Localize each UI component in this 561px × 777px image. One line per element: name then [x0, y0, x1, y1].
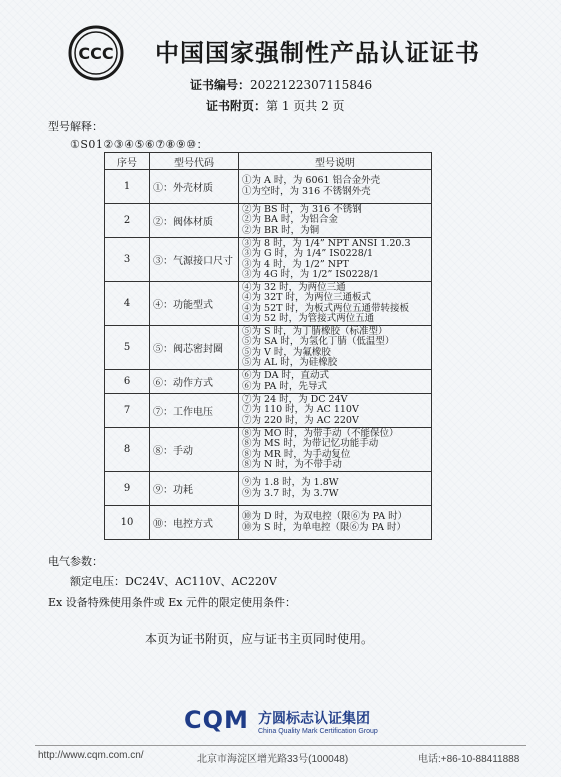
- row-number: 7: [105, 394, 150, 428]
- model-description-cell: [239, 472, 432, 506]
- rated-voltage: 额定电压：DC24V、AC110V、AC220V: [70, 575, 277, 588]
- row-number: 2: [105, 204, 150, 238]
- model-code-cell: ⑦：工作电压: [150, 394, 239, 428]
- row-number: 1: [105, 170, 150, 204]
- description-line: ④为 52 时，为管接式两位五通: [242, 313, 375, 324]
- row-number: 10: [105, 506, 150, 540]
- certificate-number: [190, 76, 372, 93]
- footer-address: 北京市海淀区增光路33号(100048): [197, 754, 349, 765]
- description-line: ⑤为 AL 时，为硅橡胶: [242, 357, 338, 368]
- header-desc: 型号说明: [239, 153, 432, 170]
- electrical-label: 电气参数：: [48, 555, 103, 568]
- model-code-cell: ⑧：手动: [150, 428, 239, 472]
- certificate-attachment: [206, 97, 345, 114]
- description-line: ②为 BA 时，为铝合金: [242, 214, 338, 226]
- description-line: ⑩为 D 时，为双电控（限⑥为 PA 时）: [242, 511, 408, 522]
- description-line: ①为空时，为 316 不锈钢外壳: [242, 185, 371, 197]
- description-line: ④为 32T 时，为两位三通板式: [242, 292, 371, 303]
- row-number: 6: [105, 370, 150, 394]
- description-line: ②为 BS 时，为 316 不锈钢: [242, 203, 362, 215]
- table-row: [105, 394, 432, 428]
- description-line: ③为 4 时，为 1/2” NPT: [242, 258, 349, 270]
- description-line: ②为 BR 时，为铜: [242, 224, 320, 236]
- model-description-cell: [239, 204, 432, 238]
- description-line: ⑧为 MS 时，为带记忆功能手动: [242, 438, 379, 449]
- model-code-cell: ④：功能型式: [150, 282, 239, 326]
- table-row: [105, 506, 432, 540]
- table-row: [105, 238, 432, 282]
- description-line: ⑦为 24 时，为 DC 24V: [242, 393, 348, 405]
- description-line: ⑧为 MO 时，为带手动（不能保位）: [242, 427, 399, 439]
- description-line: ⑥为 DA 时，直动式: [242, 370, 330, 381]
- certificate-title: 中国国家强制性产品认证证书: [155, 38, 480, 67]
- model-code-cell: ⑤：阀芯密封圈: [150, 326, 239, 370]
- svg-text:CCC: CCC: [78, 44, 114, 63]
- model-explain-label: 型号解释：: [48, 120, 103, 133]
- row-number: 9: [105, 472, 150, 506]
- description-line: ④为 52T 时，为板式两位五通带转接板: [242, 302, 409, 314]
- row-number: 5: [105, 326, 150, 370]
- description-line: ⑤为 S 时，为丁腈橡胶（标准型）: [242, 325, 388, 337]
- row-number: 4: [105, 282, 150, 326]
- description-line: ⑤为 SA 时，为氢化丁腈（低温型）: [242, 336, 395, 347]
- cqm-logo: CQM: [184, 706, 249, 734]
- model-description-cell: [239, 238, 432, 282]
- model-description-cell: [239, 506, 432, 540]
- model-description-cell: [239, 394, 432, 428]
- table-row: [105, 204, 432, 238]
- table-row: [105, 370, 432, 394]
- model-description-cell: [239, 370, 432, 394]
- attach-value: 第 1 页共 2 页: [266, 99, 345, 113]
- footer-phone: 电话:+86-10-88411888: [418, 754, 520, 765]
- description-line: ⑨为 1.8 时，为 1.8W: [242, 477, 339, 488]
- attach-label: 证书附页：: [206, 99, 267, 113]
- attachment-footnote: 本页为证书附页，应与证书主页同时使用。: [145, 632, 374, 646]
- ccc-logo-icon: [68, 25, 124, 81]
- description-line: ③为 G 时，为 1/4” IS0228/1: [242, 248, 373, 259]
- model-spec-table: [104, 152, 432, 540]
- table-row: [105, 472, 432, 506]
- description-line: ①为 A 时，为 6061 铝合金外壳: [242, 175, 381, 186]
- model-code-cell: ⑨：功耗: [150, 472, 239, 506]
- model-description-cell: [239, 282, 432, 326]
- description-line: ⑦为 220 时，为 AC 220V: [242, 414, 359, 426]
- description-line: ⑧为 MR 时，为手动复位: [242, 448, 351, 460]
- description-line: ⑤为 V 时，为氟橡胶: [242, 346, 331, 358]
- cert-no-label: 证书编号：: [190, 78, 251, 92]
- cqm-english-name: China Quality Mark Certification Group: [258, 728, 378, 735]
- description-line: ⑨为 3.7 时，为 3.7W: [242, 487, 339, 499]
- header-no: 序号: [105, 153, 150, 170]
- model-description-cell: [239, 326, 432, 370]
- header-code: 型号代码: [150, 153, 239, 170]
- table-row: [105, 170, 432, 204]
- model-code-cell: ②：阀体材质: [150, 204, 239, 238]
- row-number: 8: [105, 428, 150, 472]
- description-line: ⑧为 N 时，为不带手动: [242, 459, 342, 470]
- description-line: ③为 4G 时，为 1/2” IS0228/1: [242, 269, 380, 280]
- table-row: [105, 282, 432, 326]
- table-row: [105, 326, 432, 370]
- table-row: [105, 428, 432, 472]
- cert-no-value: 2022122307115846: [250, 78, 373, 92]
- model-description-cell: [239, 428, 432, 472]
- cqm-chinese-name: 方圆标志认证集团: [258, 711, 370, 727]
- footer-divider: [35, 745, 526, 746]
- description-line: ⑩为 S 时，为单电控（限⑥为 PA 时）: [242, 521, 406, 533]
- table-header-row: [105, 153, 432, 170]
- model-code-cell: ①：外壳材质: [150, 170, 239, 204]
- ex-conditions-note: Ex 设备特殊使用条件或 Ex 元件的限定使用条件：: [48, 596, 296, 609]
- description-line: ⑥为 PA 时，先导式: [242, 380, 327, 392]
- description-line: ④为 32 时，为两位三通: [242, 281, 346, 293]
- model-code-cell: ⑩：电控方式: [150, 506, 239, 540]
- description-line: ③为 8 时，为 1/4” NPT ANSI 1.20.3: [242, 237, 411, 249]
- row-number: 3: [105, 238, 150, 282]
- model-code-cell: ③：气源接口尺寸: [150, 238, 239, 282]
- model-code: ①S01②③④⑤⑥⑦⑧⑨⑩：: [70, 138, 209, 151]
- footer-url[interactable]: http://www.cqm.com.cn/: [38, 750, 144, 761]
- model-description-cell: [239, 170, 432, 204]
- description-line: ⑦为 110 时，为 AC 110V: [242, 404, 359, 416]
- model-code-cell: ⑥：动作方式: [150, 370, 239, 394]
